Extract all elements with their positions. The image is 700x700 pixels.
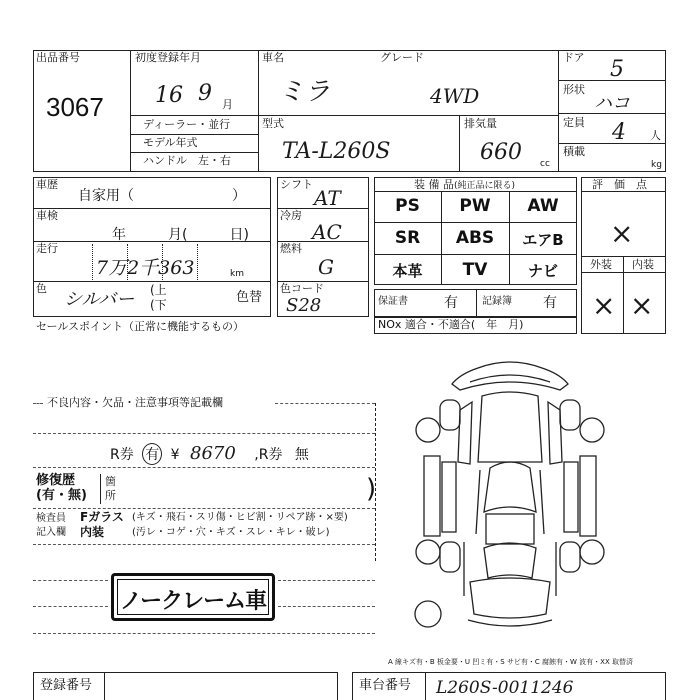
car-name-label: 車名 — [262, 51, 284, 64]
first-registration-label: 初度登録年月 — [135, 51, 201, 64]
equipment-title-text: 装 備 品 — [414, 178, 454, 191]
equipment-aw: AW — [527, 196, 559, 216]
recycle-label: R券 — [110, 447, 134, 463]
recycle-yen: ¥ — [170, 447, 180, 463]
record-value: 有 — [543, 295, 557, 311]
capacity-label: 定員 — [563, 116, 585, 129]
mileage-label: 走行 — [36, 242, 58, 255]
month-suffix: 月 — [222, 98, 233, 111]
no-claim-stamp — [111, 573, 275, 621]
glass-options: (キズ・飛石・スリ傷・ヒビ割・リペア跡・×要) — [132, 512, 348, 523]
shape-label: 形状 — [563, 83, 585, 96]
inspection-value: 年 月( 日) — [112, 227, 249, 243]
type-label: 型式 — [262, 117, 284, 130]
displacement: 660 — [480, 140, 522, 165]
color-upper: (上 — [150, 283, 167, 297]
rating-title: 評 価 点 — [592, 178, 647, 191]
model-type: TA-L260S — [282, 139, 391, 164]
repair-history-label: 修復歴 — [36, 473, 76, 488]
mileage-unit: km — [230, 269, 244, 279]
handle-label: ハンドル 左・右 — [143, 154, 231, 167]
shift-value: AT — [314, 186, 341, 210]
history-label: 車歴 — [36, 178, 58, 191]
rating-interior-label: 内装 — [632, 258, 654, 271]
color-code-value: S28 — [286, 295, 322, 316]
registration-label: 登録番号 — [40, 678, 93, 693]
equipment-note: (純正品に限る) — [454, 181, 516, 191]
rating-interior: × — [630, 289, 654, 322]
rating-exterior-label: 外装 — [590, 258, 612, 271]
doors-label: ドア — [563, 51, 585, 64]
equipment-pw: PW — [459, 196, 491, 216]
car-name: ミラ — [278, 77, 331, 107]
doors: 5 — [610, 57, 624, 82]
mileage-value: 7万2千363 — [96, 257, 195, 279]
color-change-label: 色替 — [236, 290, 263, 305]
history-value: 自家用（ ） — [78, 188, 246, 204]
capacity-unit: 人 — [650, 129, 661, 142]
inspection-label: 車検 — [36, 209, 58, 222]
shift-label: シフト — [280, 178, 313, 191]
equipment-leather: 本革 — [392, 262, 423, 280]
no-claim-stamp-text: ノークレーム車 — [119, 589, 267, 614]
capacity: 4 — [612, 120, 626, 145]
grade: 4WD — [430, 84, 480, 108]
damage-legend: A 線キズ有・B 板金要・U 凹ミ有・S サビ有・C 腐蝕有・W 波有・XX 取替済 — [388, 658, 633, 666]
equipment-ps: PS — [395, 196, 420, 216]
repair-place-bottom: 所 — [105, 489, 116, 502]
load-label: 積載 — [563, 145, 585, 158]
record-label: 記録簿 — [482, 296, 512, 307]
interior-label: 内装 — [80, 525, 105, 539]
lot-number: 3067 — [46, 92, 104, 122]
displacement-label: 排気量 — [464, 117, 497, 130]
first-registration-year: 16 — [155, 83, 183, 108]
color-lower: (下 — [150, 298, 167, 312]
equipment-tv: TV — [462, 260, 488, 280]
cc-unit: cc — [540, 159, 550, 169]
interior-options: (汚レ・コゲ・穴・キズ・スレ・キレ・破レ) — [132, 527, 330, 538]
nox-text: NOx 適合・不適合( 年 月) — [378, 318, 524, 331]
shape: ハコ — [594, 93, 630, 114]
recycle-yes: 有 — [142, 443, 162, 465]
repair-place-top: 箇 — [105, 475, 116, 488]
inspector-label-bottom: 記入欄 — [36, 527, 66, 538]
equipment-navi: ナビ — [527, 262, 558, 280]
warranty-label: 保証書 — [378, 296, 408, 307]
recycle-label-2: ,R券 — [254, 447, 283, 463]
glass-label: Fガラス — [80, 510, 124, 524]
equipment-sr: SR — [394, 228, 421, 248]
ac-label: 冷房 — [280, 209, 302, 222]
car-diagram — [410, 352, 610, 652]
model-year-label: モデル年式 — [143, 136, 198, 149]
inspector-label-top: 検査員 — [36, 513, 66, 524]
chassis-label: 車台番号 — [359, 678, 412, 693]
warranty-value: 有 — [444, 295, 458, 311]
fuel-label: 燃料 — [280, 242, 302, 255]
equipment-abs: ABS — [455, 228, 495, 248]
load-unit: kg — [651, 160, 662, 170]
rating-exterior: × — [592, 289, 616, 322]
lot-label: 出品番号 — [36, 51, 80, 64]
grade-label: グレード — [380, 51, 424, 64]
defects-label: 不良内容・欠品・注意事項等記載欄 — [47, 396, 223, 409]
equipment-airbag: エアB — [522, 231, 564, 249]
sales-point-label: セールスポイント（正常に機能するもの） — [36, 320, 245, 333]
dealer-label: ディーラー・並行 — [143, 118, 231, 131]
recycle-line — [110, 442, 309, 466]
color-value: シルバー — [64, 289, 135, 310]
color-code-label: 色コード — [280, 282, 324, 295]
fuel-value: G — [318, 255, 334, 279]
rating-overall: × — [610, 217, 634, 250]
recycle-amount: 8670 — [190, 443, 236, 464]
repair-bracket: ) — [366, 474, 377, 504]
repair-history-options: (有・無) — [36, 488, 87, 503]
color-label: 色 — [36, 282, 47, 295]
equipment-title — [414, 179, 515, 192]
first-registration-month: 9 — [198, 81, 212, 106]
ac-value: AC — [312, 220, 342, 244]
chassis-number: L260S-0011246 — [436, 678, 574, 698]
recycle-none: 無 — [294, 447, 309, 463]
